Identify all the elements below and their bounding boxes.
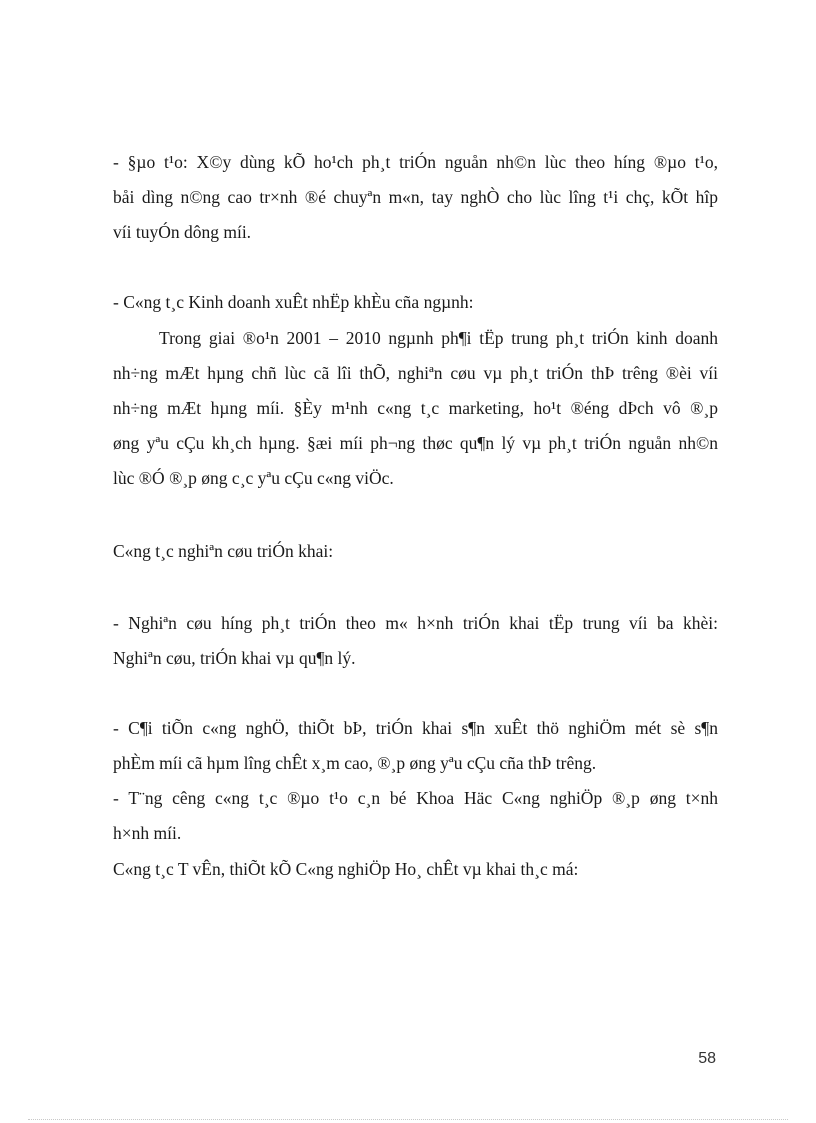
paragraph-staff-line-2: h×nh míi. bbox=[113, 823, 182, 843]
paragraph-trade-line-1: Trong giai ®o¹n 2001 – 2010 ngµnh ph¶i tËp trung ph¸t triÓn kinh doanh bbox=[159, 328, 718, 348]
paragraph-trade-line-5: lùc ®Ó ®¸p øng c¸c yªu cÇu c«ng viÖc. bbox=[113, 468, 394, 488]
page-number: 58 bbox=[698, 1050, 716, 1067]
paragraph-trade-line-4: øng yªu cÇu kh¸ch hµng. §æi míi ph¬ng thøc qu¶n lý vµ ph¸t triÓn nguån nh©n bbox=[113, 433, 718, 453]
paragraph-staff-line-1: - T¨ng cêng c«ng t¸c ®µo t¹o c¸n bé Khoa Häc C«ng nghiÖp ®¸p øng t×nh bbox=[113, 788, 718, 808]
paragraph-research-line-1: - Nghiªn cøu híng ph¸t triÓn theo m« h×nh triÓn khai tËp trung víi ba khèi: bbox=[113, 613, 718, 633]
section-heading-consulting: C«ng t¸c T vÊn, thiÕt kÕ C«ng nghiÖp Ho¸ chÊt vµ khai th¸c má: bbox=[113, 859, 579, 879]
section-heading-research: C«ng t¸c nghiªn cøu triÓn khai: bbox=[113, 541, 334, 561]
paragraph-research-line-2: Nghiªn cøu, triÓn khai vµ qu¶n lý. bbox=[113, 648, 356, 668]
paragraph-trade-line-3: nh÷ng mÆt hµng míi. §Èy m¹nh c«ng t¸c marketing, ho¹t ®éng dÞch vô ®¸p bbox=[113, 398, 718, 418]
paragraph-training-line-3: víi tuyÓn dông míi. bbox=[113, 222, 252, 242]
paragraph-training-line-2: båi dìng n©ng cao tr×nh ®é chuyªn m«n, tay nghÒ cho lùc lîng t¹i chç, kÕt hîp bbox=[113, 187, 718, 207]
section-heading-import-export: - C«ng t¸c Kinh doanh xuÊt nhËp khÈu cña ngµnh: bbox=[113, 292, 474, 312]
paragraph-technology-line-1: - C¶i tiÕn c«ng nghÖ, thiÕt bÞ, triÓn khai s¶n xuÊt thö nghiÖm mét sè s¶n bbox=[113, 718, 718, 738]
page-bottom-divider bbox=[28, 1119, 788, 1120]
paragraph-technology-line-2: phÈm míi cã hµm lîng chÊt x¸m cao, ®¸p øng yªu cÇu cña thÞ trêng. bbox=[113, 753, 597, 773]
paragraph-trade-line-2: nh÷ng mÆt hµng chñ lùc cã lîi thÕ, nghiªn cøu vµ ph¸t triÓn thÞ trêng ®èi víi bbox=[113, 363, 718, 383]
paragraph-training-line-1: - §µo t¹o: X©y dùng kÕ ho¹ch ph¸t triÓn nguån nh©n lùc theo híng ®µo t¹o, bbox=[113, 152, 718, 172]
